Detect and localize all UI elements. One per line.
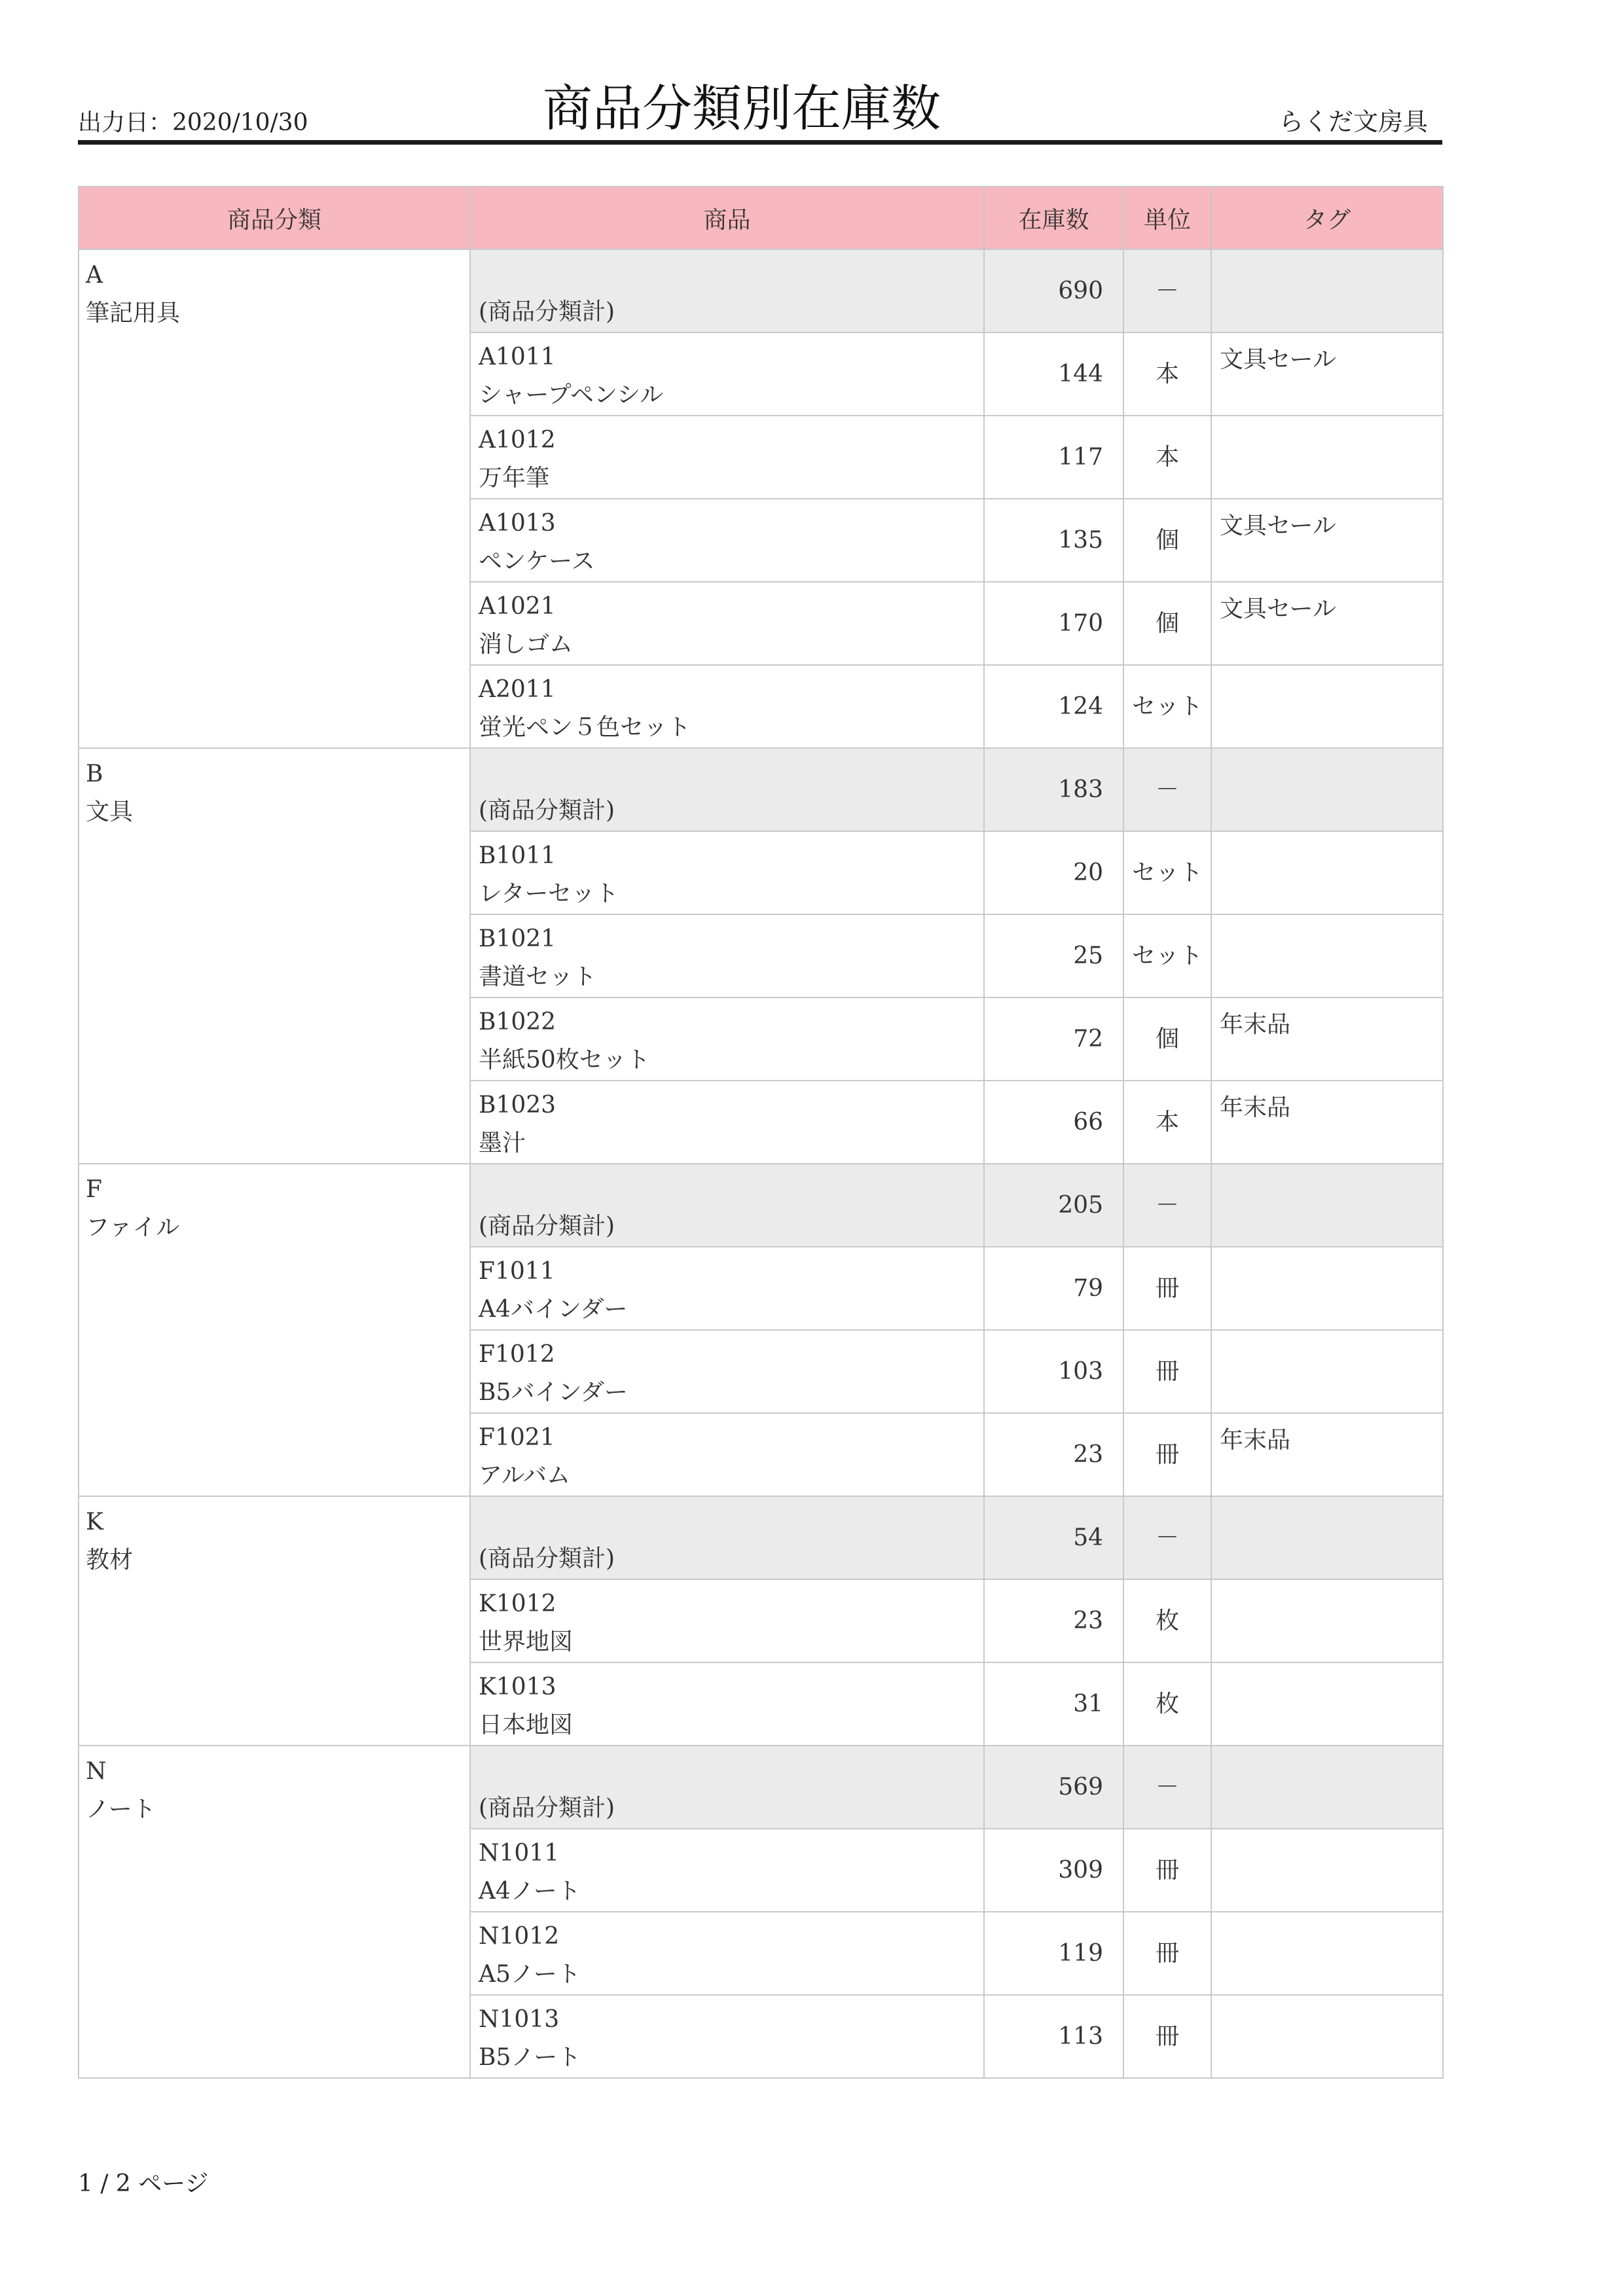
product-name: B5バインダー bbox=[479, 1379, 628, 1406]
product-cell bbox=[470, 1995, 984, 2078]
column-header-category: 商品分類 bbox=[79, 187, 470, 249]
unit: 冊 bbox=[1123, 1995, 1211, 2078]
product-code: B1022 bbox=[479, 1009, 556, 1035]
table-body bbox=[79, 249, 1443, 2078]
unit: － bbox=[1123, 1746, 1211, 1829]
stock-table bbox=[78, 186, 1444, 2079]
subtotal-row bbox=[79, 1496, 1443, 1579]
product-name: 書道セット bbox=[479, 963, 597, 990]
stock-qty: 23 bbox=[984, 1579, 1123, 1662]
tag bbox=[1211, 1247, 1443, 1330]
unit: 本 bbox=[1123, 332, 1211, 416]
product-code: A1021 bbox=[479, 593, 556, 620]
product-cell bbox=[470, 1829, 984, 1912]
product-name: 蛍光ペン５色セット bbox=[479, 714, 691, 741]
unit: 個 bbox=[1123, 582, 1211, 665]
stock-qty: 23 bbox=[984, 1413, 1123, 1496]
unit: 冊 bbox=[1123, 1330, 1211, 1413]
unit: 本 bbox=[1123, 1081, 1211, 1164]
column-header-product: 商品 bbox=[470, 187, 984, 249]
unit: 枚 bbox=[1123, 1662, 1211, 1746]
stock-qty: 31 bbox=[984, 1662, 1123, 1746]
unit: セット bbox=[1123, 665, 1211, 748]
tag bbox=[1211, 831, 1443, 914]
product-cell bbox=[470, 499, 984, 582]
product-code: K1013 bbox=[479, 1674, 556, 1700]
category-name: 筆記用具 bbox=[86, 300, 181, 327]
product-name: 半紙50枚セット bbox=[479, 1047, 650, 1073]
page-number: 1 / 2 ページ bbox=[78, 2170, 209, 2197]
product-code: B1011 bbox=[479, 842, 556, 869]
stock-qty: 124 bbox=[984, 665, 1123, 748]
product-cell bbox=[470, 1164, 984, 1247]
product-code: N1011 bbox=[479, 1840, 560, 1867]
product-cell bbox=[470, 914, 984, 997]
unit: 冊 bbox=[1123, 1912, 1211, 1995]
subtotal-row bbox=[79, 748, 1443, 831]
subtotal-row bbox=[79, 1164, 1443, 1247]
category-cell bbox=[79, 1496, 470, 1746]
unit: 冊 bbox=[1123, 1247, 1211, 1330]
tag bbox=[1211, 1164, 1443, 1247]
category-name: 文具 bbox=[86, 798, 134, 825]
product-cell bbox=[470, 1330, 984, 1413]
category-cell bbox=[79, 1164, 470, 1496]
subtotal-label: (商品分類計) bbox=[479, 1545, 615, 1572]
unit: セット bbox=[1123, 914, 1211, 997]
report-header bbox=[78, 72, 1442, 145]
unit: 個 bbox=[1123, 997, 1211, 1081]
unit: 冊 bbox=[1123, 1829, 1211, 1912]
product-code: F1012 bbox=[479, 1341, 555, 1368]
unit: 個 bbox=[1123, 499, 1211, 582]
tag bbox=[1211, 1496, 1443, 1579]
product-code: N1012 bbox=[479, 1923, 560, 1950]
product-cell bbox=[470, 416, 984, 499]
unit: 本 bbox=[1123, 416, 1211, 499]
tag: 文具セール bbox=[1211, 582, 1443, 665]
product-name: レターセット bbox=[479, 880, 619, 907]
subtotal-label: (商品分類計) bbox=[479, 298, 615, 325]
category-code: K bbox=[86, 1509, 103, 1535]
product-name: シャープペンシル bbox=[479, 382, 664, 408]
product-code: N1013 bbox=[479, 2006, 560, 2033]
stock-qty: 113 bbox=[984, 1995, 1123, 2078]
stock-qty: 569 bbox=[984, 1746, 1123, 1829]
tag bbox=[1211, 1829, 1443, 1912]
product-name: 世界地図 bbox=[479, 1628, 574, 1655]
stock-qty: 25 bbox=[984, 914, 1123, 997]
print-date: 出力日：2020/10/30 bbox=[78, 109, 308, 136]
category-cell bbox=[79, 1746, 470, 2078]
product-cell bbox=[470, 1081, 984, 1164]
product-name: 日本地図 bbox=[479, 1712, 574, 1738]
subtotal-label: (商品分類計) bbox=[479, 1213, 615, 1240]
tag bbox=[1211, 416, 1443, 499]
stock-qty: 183 bbox=[984, 748, 1123, 831]
product-cell bbox=[470, 1247, 984, 1330]
category-name: ノート bbox=[86, 1796, 156, 1823]
product-code: B1021 bbox=[479, 925, 556, 952]
tag bbox=[1211, 665, 1443, 748]
product-name: ペンケース bbox=[479, 548, 595, 575]
unit: 冊 bbox=[1123, 1413, 1211, 1496]
tag: 文具セール bbox=[1211, 499, 1443, 582]
tag: 文具セール bbox=[1211, 332, 1443, 416]
column-header-tag: タグ bbox=[1211, 187, 1443, 249]
product-code: A1011 bbox=[479, 344, 556, 370]
unit: セット bbox=[1123, 831, 1211, 914]
product-code: K1012 bbox=[479, 1590, 556, 1617]
subtotal-row bbox=[79, 249, 1443, 332]
category-code: F bbox=[86, 1176, 102, 1203]
stock-qty: 117 bbox=[984, 416, 1123, 499]
page-title: 商品分類別在庫数 bbox=[543, 79, 941, 137]
product-cell bbox=[470, 1413, 984, 1496]
stock-qty: 205 bbox=[984, 1164, 1123, 1247]
product-cell bbox=[470, 582, 984, 665]
product-name: A4バインダー bbox=[479, 1296, 628, 1323]
category-name: 教材 bbox=[86, 1547, 134, 1573]
column-header-unit: 単位 bbox=[1123, 187, 1211, 249]
column-header-stock: 在庫数 bbox=[984, 187, 1123, 249]
table-header-row bbox=[79, 187, 1443, 249]
stock-qty: 690 bbox=[984, 249, 1123, 332]
product-cell bbox=[470, 1912, 984, 1995]
product-cell bbox=[470, 1496, 984, 1579]
category-code: B bbox=[86, 761, 103, 787]
tag bbox=[1211, 1579, 1443, 1662]
category-code: A bbox=[86, 262, 103, 289]
product-code: A1012 bbox=[479, 427, 556, 454]
subtotal-label: (商品分類計) bbox=[479, 1795, 615, 1821]
category-cell bbox=[79, 249, 470, 748]
product-name: 墨汁 bbox=[479, 1130, 526, 1157]
product-code: A1013 bbox=[479, 510, 556, 537]
category-code: N bbox=[86, 1758, 107, 1785]
unit: － bbox=[1123, 1496, 1211, 1579]
stock-qty: 20 bbox=[984, 831, 1123, 914]
product-name: アルバム bbox=[479, 1462, 571, 1489]
tag bbox=[1211, 914, 1443, 997]
unit: 枚 bbox=[1123, 1579, 1211, 1662]
stock-qty: 79 bbox=[984, 1247, 1123, 1330]
product-cell bbox=[470, 665, 984, 748]
stock-qty: 54 bbox=[984, 1496, 1123, 1579]
category-cell bbox=[79, 748, 470, 1164]
product-name: B5ノート bbox=[479, 2044, 581, 2071]
category-name: ファイル bbox=[86, 1214, 180, 1241]
company-name: らくだ文房具 bbox=[1278, 107, 1428, 136]
product-code: A2011 bbox=[479, 676, 556, 703]
stock-qty: 170 bbox=[984, 582, 1123, 665]
product-name: A5ノート bbox=[479, 1961, 581, 1988]
stock-qty: 309 bbox=[984, 1829, 1123, 1912]
stock-qty: 119 bbox=[984, 1912, 1123, 1995]
product-name: A4ノート bbox=[479, 1878, 581, 1905]
tag bbox=[1211, 748, 1443, 831]
tag bbox=[1211, 249, 1443, 332]
tag: 年末品 bbox=[1211, 1081, 1443, 1164]
product-code: B1023 bbox=[479, 1092, 556, 1119]
product-cell bbox=[470, 748, 984, 831]
product-cell bbox=[470, 1579, 984, 1662]
tag bbox=[1211, 1995, 1443, 2078]
product-code: F1021 bbox=[479, 1424, 555, 1451]
product-cell bbox=[470, 249, 984, 332]
unit: － bbox=[1123, 249, 1211, 332]
stock-qty: 66 bbox=[984, 1081, 1123, 1164]
subtotal-label: (商品分類計) bbox=[479, 797, 615, 824]
tag: 年末品 bbox=[1211, 997, 1443, 1081]
tag bbox=[1211, 1330, 1443, 1413]
product-cell bbox=[470, 332, 984, 416]
product-cell bbox=[470, 1662, 984, 1746]
stock-qty: 103 bbox=[984, 1330, 1123, 1413]
tag bbox=[1211, 1912, 1443, 1995]
unit: － bbox=[1123, 1164, 1211, 1247]
product-cell bbox=[470, 1746, 984, 1829]
stock-qty: 144 bbox=[984, 332, 1123, 416]
stock-qty: 72 bbox=[984, 997, 1123, 1081]
tag bbox=[1211, 1662, 1443, 1746]
unit: － bbox=[1123, 748, 1211, 831]
product-code: F1011 bbox=[479, 1258, 555, 1285]
product-cell bbox=[470, 831, 984, 914]
product-cell bbox=[470, 997, 984, 1081]
subtotal-row bbox=[79, 1746, 1443, 1829]
product-name: 万年筆 bbox=[479, 465, 550, 492]
tag bbox=[1211, 1746, 1443, 1829]
product-name: 消しゴム bbox=[479, 631, 574, 658]
stock-qty: 135 bbox=[984, 499, 1123, 582]
tag: 年末品 bbox=[1211, 1413, 1443, 1496]
